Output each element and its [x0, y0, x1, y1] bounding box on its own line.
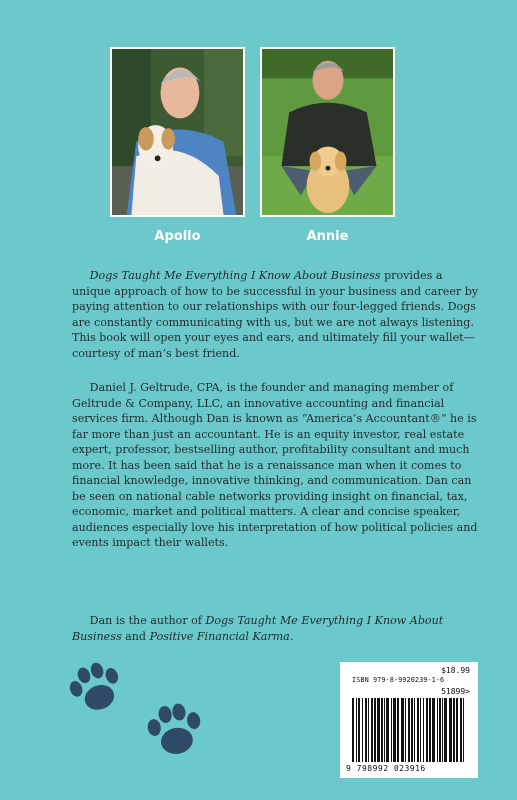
- barcode-digits: 9 798992 023916: [346, 764, 426, 773]
- description-text: provides a unique approach of how to be successful in your business and career by paying attention to our relationships with our four-legged friends. Dogs are constantly communicating with us, but we are not always listening. This book will open your eyes and ears, and ultimately fill your wallet—courtesy of man’s best friend.: [72, 269, 479, 360]
- book-title-1: Dogs Taught Me Everything I Know About Business: [72, 614, 444, 643]
- books-and: and: [121, 629, 150, 643]
- author-books: [72, 613, 484, 644]
- bio-text: Daniel J. Geltrude, CPA, is the founder and managing member of Geltrude & Company, LLC, an innovative accounting and financial services firm. Although Dan is known as “America’s Accountant®” he is far more than just an accountant. He is an equity investor, real estate expert, professor, bestselling author, profitability consultant and much more. It has been said that he is a renaissance man when it comes to financial knowledge, innovative thinking, and communication. Dan can be seen on national cable networks providing insight on financial, tax, economic, market and political matters. A clear and concise speaker, audiences especially love his interpretation of how political policies and events impact their wallets.: [72, 381, 478, 549]
- addon-code: 51899>: [441, 687, 470, 696]
- price-label: $18.99: [441, 666, 470, 675]
- isbn-label: ISBN 979-8-9920239-1-6: [352, 676, 445, 684]
- barcode-bars: [352, 698, 468, 762]
- book-description: [72, 268, 484, 361]
- book-title-italic: Dogs Taught Me Everything I Know About Business: [89, 269, 381, 282]
- isbn-barcode: [340, 662, 478, 778]
- author-bio: [72, 380, 484, 551]
- apollo-photo: [110, 47, 245, 217]
- paw-print-icon: [65, 660, 127, 716]
- books-intro: Dan is the author of: [89, 614, 206, 627]
- annie-photo: [260, 47, 395, 217]
- annie-caption: Annie: [306, 229, 349, 244]
- apollo-caption: Apollo: [154, 229, 201, 244]
- paw-print-icon: [142, 700, 208, 760]
- books-end: .: [289, 629, 294, 643]
- book-title-2: Positive Financial Karma: [149, 629, 290, 643]
